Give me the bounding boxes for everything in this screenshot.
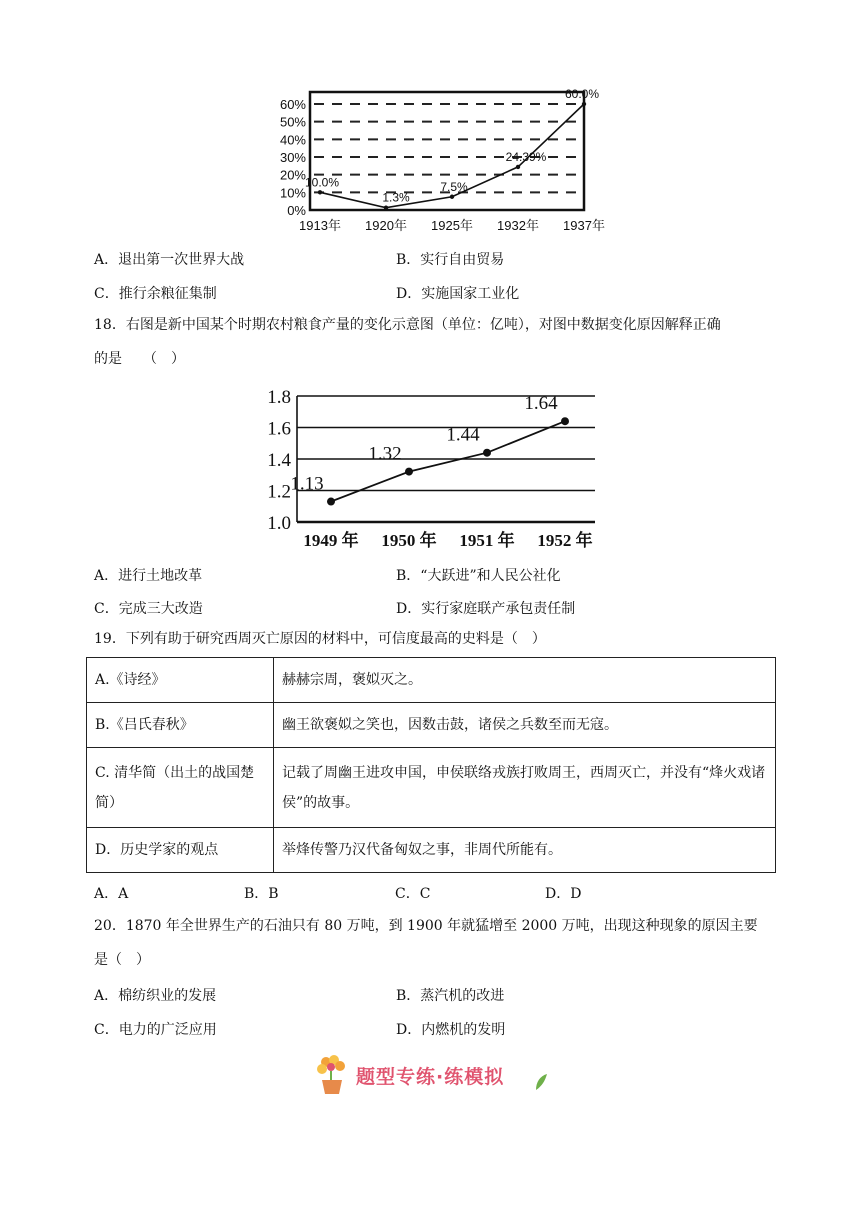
q19-option-a: A．A [94,886,129,902]
x-tick-label: 1932年 [497,218,539,233]
source-cell: A.《诗经》 [87,658,274,703]
x-tick-label: 1920年 [365,218,407,233]
x-tick-label: 1949 年 [303,531,359,550]
leaf-icon [532,1072,550,1092]
q20-option-c: C．电力的广泛应用 [94,1022,217,1038]
q18-option-d: D．实行家庭联产承包责任制 [396,601,576,617]
q20-option-d: D．内燃机的发明 [396,1022,506,1038]
data-label: 1.3% [382,190,410,205]
data-point [582,102,586,106]
y-tick-label: 0% [287,203,306,218]
table-row [87,658,776,703]
y-tick-label: 1.2 [267,481,291,503]
content-cell: 举烽传警乃汉代备匈奴之事，非周代所能有。 [274,828,776,873]
q19-source-table [86,657,776,873]
data-point [318,190,322,194]
flower-pot-icon [312,1052,352,1098]
q20-stem-line1: 20．1870 年全世界生产的石油只有 80 万吨，到 1900 年就猛增至 2000 万吨，出现这种现象的原因主要 [94,918,758,934]
q18-option-c: C．完成三大改造 [94,601,203,617]
content-cell: 赫赫宗周，褒姒灭之。 [274,658,776,703]
y-tick-label: 1.0 [267,513,291,534]
q17-option-b: B．实行自由贸易 [396,252,505,268]
q18-stem-line2: 的是 （ ） [94,351,185,367]
x-tick-label: 1951 年 [459,531,515,550]
table-row [87,748,776,828]
data-label: 1.64 [524,393,558,415]
data-point [450,195,454,199]
data-label: 1.32 [368,443,402,465]
table-row [87,703,776,748]
x-tick-label: 1913年 [299,218,341,233]
data-point [516,165,520,169]
footer-logo [312,1052,552,1098]
logo-text: 题型专练·练模拟 [356,1066,505,1088]
source-cell: C. 清华简（出土的战国楚简） [87,748,274,828]
data-point [327,498,335,506]
y-tick-label: 10% [279,185,306,201]
q19-option-c: C．C [395,886,431,902]
source-cell: D．历史学家的观点 [87,828,274,873]
q18-option-b: B．“大跃进”和人民公社化 [396,568,561,584]
q19-stem: 19．下列有助于研究西周灭亡原因的材料中，可信度最高的史料是（ ） [94,631,546,647]
q18-option-a: A．进行土地改革 [94,568,203,584]
data-label: 10.0% [304,175,340,190]
x-tick-label: 1937年 [563,218,605,233]
q20-option-a: A．棉纺织业的发展 [94,988,217,1004]
data-point [483,449,491,457]
q17-line-chart [268,84,605,240]
y-tick-label: 50% [279,114,306,130]
y-tick-label: 1.4 [267,450,291,471]
q20-option-b: B．蒸汽机的改进 [396,988,505,1004]
y-tick-label: 1.6 [267,418,291,440]
q17-option-d: D．实施国家工业化 [396,286,520,302]
q19-option-d: D．D [545,886,582,902]
data-label: 7.5% [440,179,468,194]
data-point [561,417,569,425]
x-tick-label: 1925年 [431,218,473,233]
data-label: 60.0% [564,87,600,101]
data-label: 1.44 [446,424,480,446]
q20-stem-line2: 是（ ） [94,952,150,968]
data-point [405,468,413,476]
q18-line-chart [255,382,605,552]
q19-option-b: B．B [244,886,279,902]
y-tick-label: 60% [279,97,306,112]
source-cell: B.《吕氏春秋》 [87,703,274,748]
y-tick-label: 40% [279,132,306,148]
q17-option-a: A．退出第一次世界大战 [94,252,245,268]
data-label: 24.39% [505,149,547,164]
content-cell: 记载了周幽王进攻申国，申侯联络戎族打败周王，西周灭亡，并没有“烽火戏诸侯”的故事。 [274,748,776,828]
content-cell: 幽王欲褒姒之笑也，因数击鼓，诸侯之兵数至而无寇。 [274,703,776,748]
q17-option-c: C．推行余粮征集制 [94,286,217,302]
data-label: 1.13 [290,473,324,495]
y-tick-label: 1.8 [267,387,291,408]
q18-stem-line1: 18．右图是新中国某个时期农村粮食产量的变化示意图（单位：亿吨），对图中数据变化原因解释正确 [94,317,721,333]
table-row [87,828,776,873]
x-tick-label: 1952 年 [537,531,593,550]
y-tick-label: 20% [279,167,306,183]
y-tick-label: 30% [279,150,306,165]
x-tick-label: 1950 年 [381,531,437,550]
data-point [384,206,388,210]
